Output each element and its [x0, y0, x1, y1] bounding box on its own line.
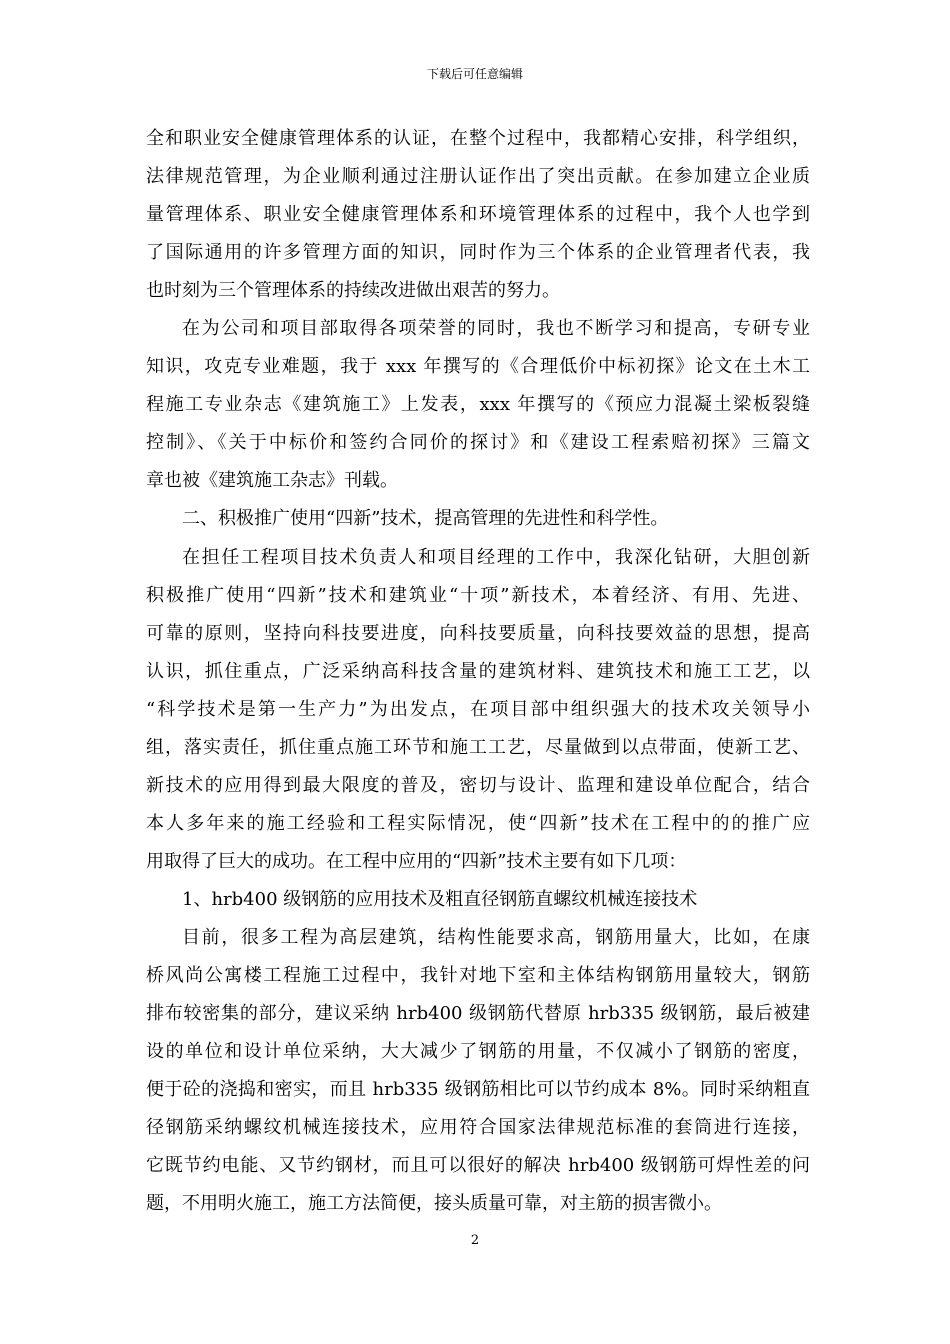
text-line: 法律规范管理，为企业顺利通过注册认证作出了突出贡献。在参加建立企业质 [146, 166, 810, 188]
text-line: 控制》、《关于中标价和签约合同价的探讨》和《建设工程索赔初探》三篇文 [146, 432, 810, 454]
text-line: 量管理体系、职业安全健康管理体系和环境管理体系的过程中，我个人也学到 [146, 204, 810, 226]
text-line: 用取得了巨大的成功。在工程中应用的“四新”技术主要有如下几项： [146, 850, 687, 872]
text-line: 新技术的应用得到最大限度的普及，密切与设计、监理和建设单位配合，结合 [146, 774, 810, 796]
page-number: 2 [470, 1233, 480, 1248]
text-line: 组，落实责任，抓住重点施工环节和施工工艺，尽量做到以点带面，使新工艺、 [146, 736, 810, 758]
text-line: 排布较密集的部分，建议采纳 hrb400 级钢筋代替原 hrb335 级钢筋，最后被建 [146, 1003, 810, 1025]
paragraph-four-new-technologies [146, 539, 810, 881]
text-line: 全和职业安全健康管理体系的认证，在整个过程中，我都精心安排，科学组织， [146, 128, 810, 149]
page-header: 下载后可任意编辑 [426, 67, 523, 81]
text-line: 了国际通用的许多管理方面的知识，同时作为三个体系的企业管理者代表，我 [146, 242, 810, 264]
text-line: 本人多年来的施工经验和工程实际情况，使“四新”技术在工程中的的推广应 [146, 812, 810, 834]
text-line: 便于砼的浇捣和密实，而且 hrb335 级钢筋相比可以节约成本 8%。同时采纳粗直 [146, 1079, 810, 1101]
text-line: 也时刻为三个管理体系的持续改进做出艰苦的努力。 [146, 280, 560, 302]
heading-line: 二、积极推广使用“四新”技术，提高管理的先进性和科学性。 [182, 508, 669, 530]
paragraph-rebar-technology [146, 919, 810, 1223]
text-line: 在担任工程项目技术负责人和项目经理的工作中，我深化钻研，大胆创新 [182, 546, 810, 568]
paragraph-continuation [146, 120, 810, 310]
section-heading [146, 500, 810, 538]
document-body [146, 120, 810, 1223]
text-line: “科学技术是第一生产力”为出发点，在项目部中组织强大的技术攻关领导小 [146, 698, 810, 720]
text-line: 目前，很多工程为高层建筑，结构性能要求高，钢筋用量大，比如，在康 [182, 926, 810, 948]
text-line: 在为公司和项目部取得各项荣誉的同时，我也不断学习和提高，专研专业 [182, 318, 810, 340]
text-line: 程施工专业杂志《建筑施工》上发表，xxx 年撰写的《预应力混凝土梁板裂缝 [146, 394, 810, 416]
text-line: 径钢筋采纳螺纹机械连接技术，应用符合国家法律规范标准的套筒进行连接， [146, 1117, 810, 1139]
text-line: 题，不用明火施工，施工方法简便，接头质量可靠，对主筋的损害微小。 [146, 1193, 722, 1215]
text-line: 知识，攻克专业难题，我于 xxx 年撰写的《合理低价中标初探》论文在土木工 [146, 356, 810, 378]
text-line: 它既节约电能、又节约钢材，而且可以很好的解决 hrb400 级钢筋可焊性差的问 [146, 1155, 810, 1177]
text-line: 设的单位和设计单位采纳，大大减少了钢筋的用量，不仅减小了钢筋的密度， [146, 1041, 810, 1063]
heading-line: 1、hrb400 级钢筋的应用技术及粗直径钢筋直螺纹机械连接技术 [182, 888, 698, 910]
paragraph-publications [146, 310, 810, 500]
text-line: 积极推广使用“四新”技术和建筑业“十项”新技术，本着经济、有用、先进、 [146, 584, 810, 606]
text-line: 认识，抓住重点，广泛采纳高科技含量的建筑材料、建筑技术和施工工艺，以 [146, 660, 810, 682]
text-line: 章也被《建筑施工杂志》刊载。 [146, 470, 398, 492]
text-line: 桥风尚公寓楼工程施工过程中，我针对地下室和主体结构钢筋用量较大，钢筋 [146, 965, 810, 987]
subsection-heading [146, 881, 810, 919]
text-line: 可靠的原则，坚持向科技要进度，向科技要质量，向科技要效益的思想，提高 [146, 622, 810, 644]
